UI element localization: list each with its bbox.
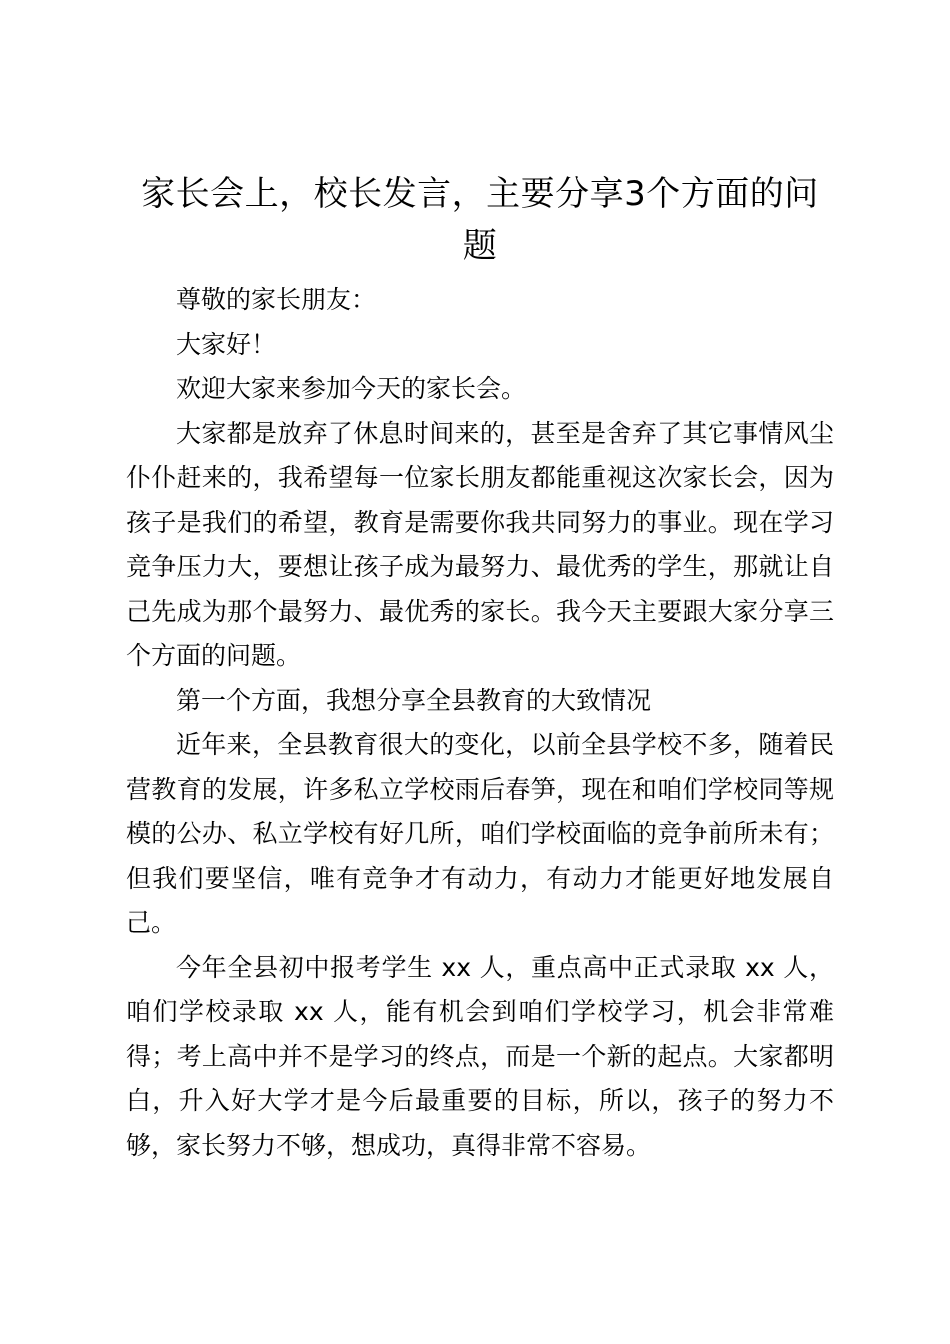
paragraph-county-education: 近年来，全县教育很大的变化，以前全县学校不多，随着民营教育的发展，许多私立学校雨后春笋，现在和咱们学校同等规模的公办、私立学校有好几所，咱们学校面临的竞争前所未有；但我们要坚信，唯有竞争才有动力，有动力才能更好地发展自己。 (126, 730, 834, 937)
paragraph-enrollment: 今年全县初中报考学生 xx 人，重点高中正式录取 xx 人，咱们学校录取 xx 人，能有机会到咱们学校学习，机会非常难得；考上高中并不是学习的终点，而是一个新的起点。大家都明白，升入好大学才是今后最重要的目标，所以，孩子的努力不够，家长努力不够，想成功，真得非常不容易。 (126, 952, 834, 1160)
document-page (126, 168, 834, 1168)
paragraph-salutation: 尊敬的家长朋友： (176, 285, 377, 314)
paragraph-welcome: 欢迎大家来参加今天的家长会。 (176, 374, 527, 403)
paragraph-intro: 大家都是放弃了休息时间来的，甚至是舍弃了其它事情风尘仆仆赶来的，我希望每一位家长朋友都能重视这次家长会，因为孩子是我们的希望，教育是需要你我共同努力的事业。现在学习竞争压力大，要想让孩子成为最努力、最优秀的学生，那就让自己先成为那个最努力、最优秀的家长。我今天主要跟大家分享三个方面的问题。 (126, 418, 834, 670)
paragraph-section-heading: 第一个方面，我想分享全县教育的大致情况 (176, 685, 652, 715)
paragraph-greeting: 大家好！ (176, 329, 277, 359)
document-title: 家长会上，校长发言，主要分享3个方面的问题 (141, 174, 819, 266)
